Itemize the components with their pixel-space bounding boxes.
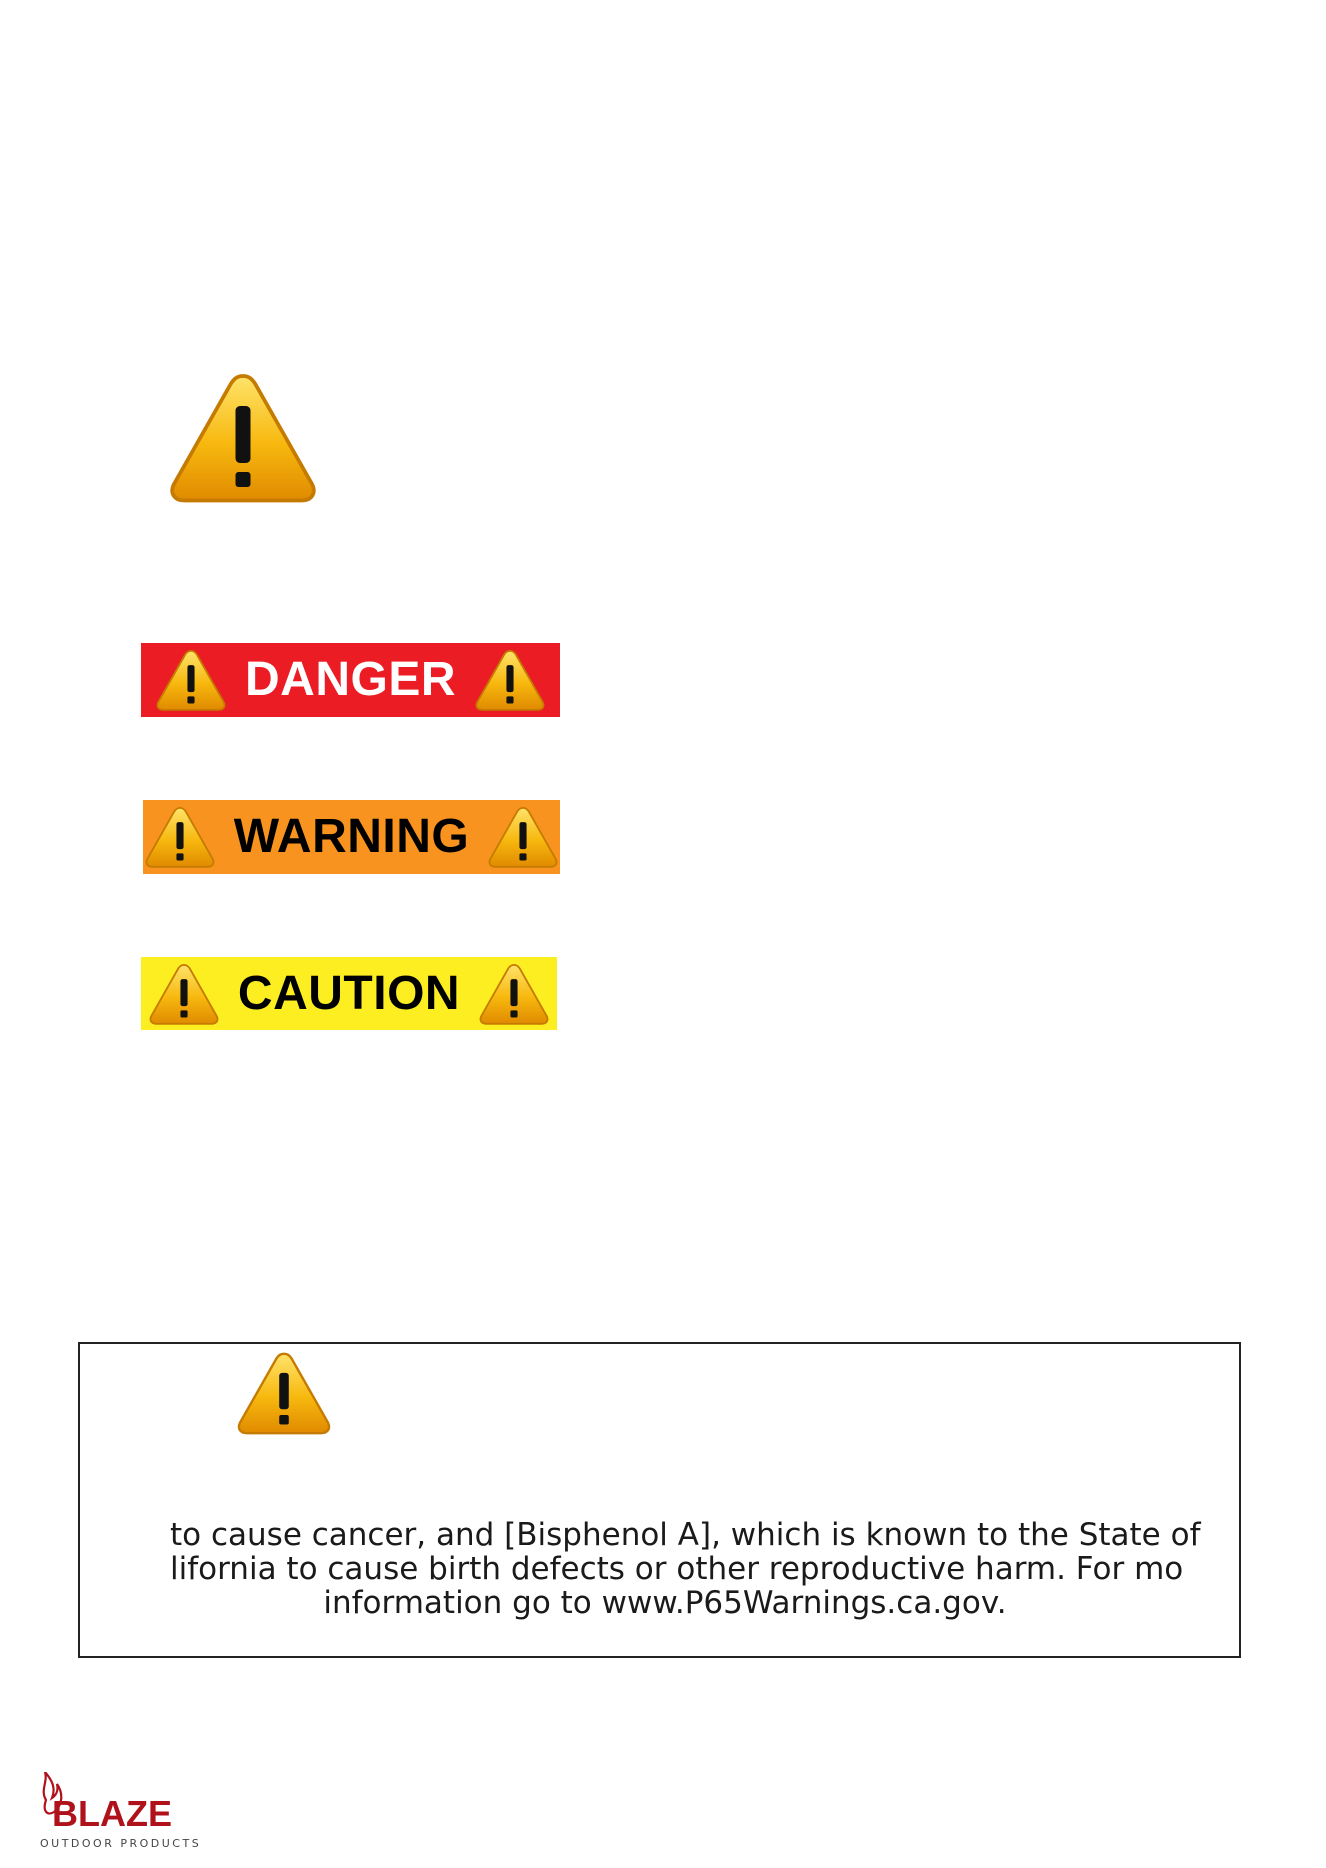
prop65-line: lifornia to cause birth defects or other reproductive harm. For mo [170, 1551, 1184, 1587]
warning-triangle-icon [148, 962, 220, 1026]
warning-label: WARNING [233, 810, 470, 863]
warning-triangle-icon [168, 370, 318, 505]
warning-triangle-icon [487, 805, 559, 869]
warning-triangle-icon [236, 1350, 332, 1436]
prop65-line: information go to www.P65Warnings.ca.gov. [323, 1585, 1007, 1621]
warning-triangle-icon [478, 962, 550, 1026]
danger-banner [141, 643, 560, 717]
prop65-warning-text [150, 1517, 1201, 1621]
prop65-line: to cause cancer, and [Bisphenol A], which is known to the State of [170, 1517, 1201, 1553]
logo-wordmark: BLAZE [52, 1793, 172, 1834]
warning-triangle-icon [155, 648, 227, 712]
danger-label: DANGER [244, 653, 456, 706]
warning-triangle-icon [144, 805, 216, 869]
caution-banner [141, 957, 557, 1030]
logo-subtitle: OUTDOOR PRODUCTS [40, 1837, 202, 1850]
warning-triangle-icon [474, 648, 546, 712]
caution-label: CAUTION [237, 966, 461, 1020]
warning-banner [143, 800, 560, 874]
